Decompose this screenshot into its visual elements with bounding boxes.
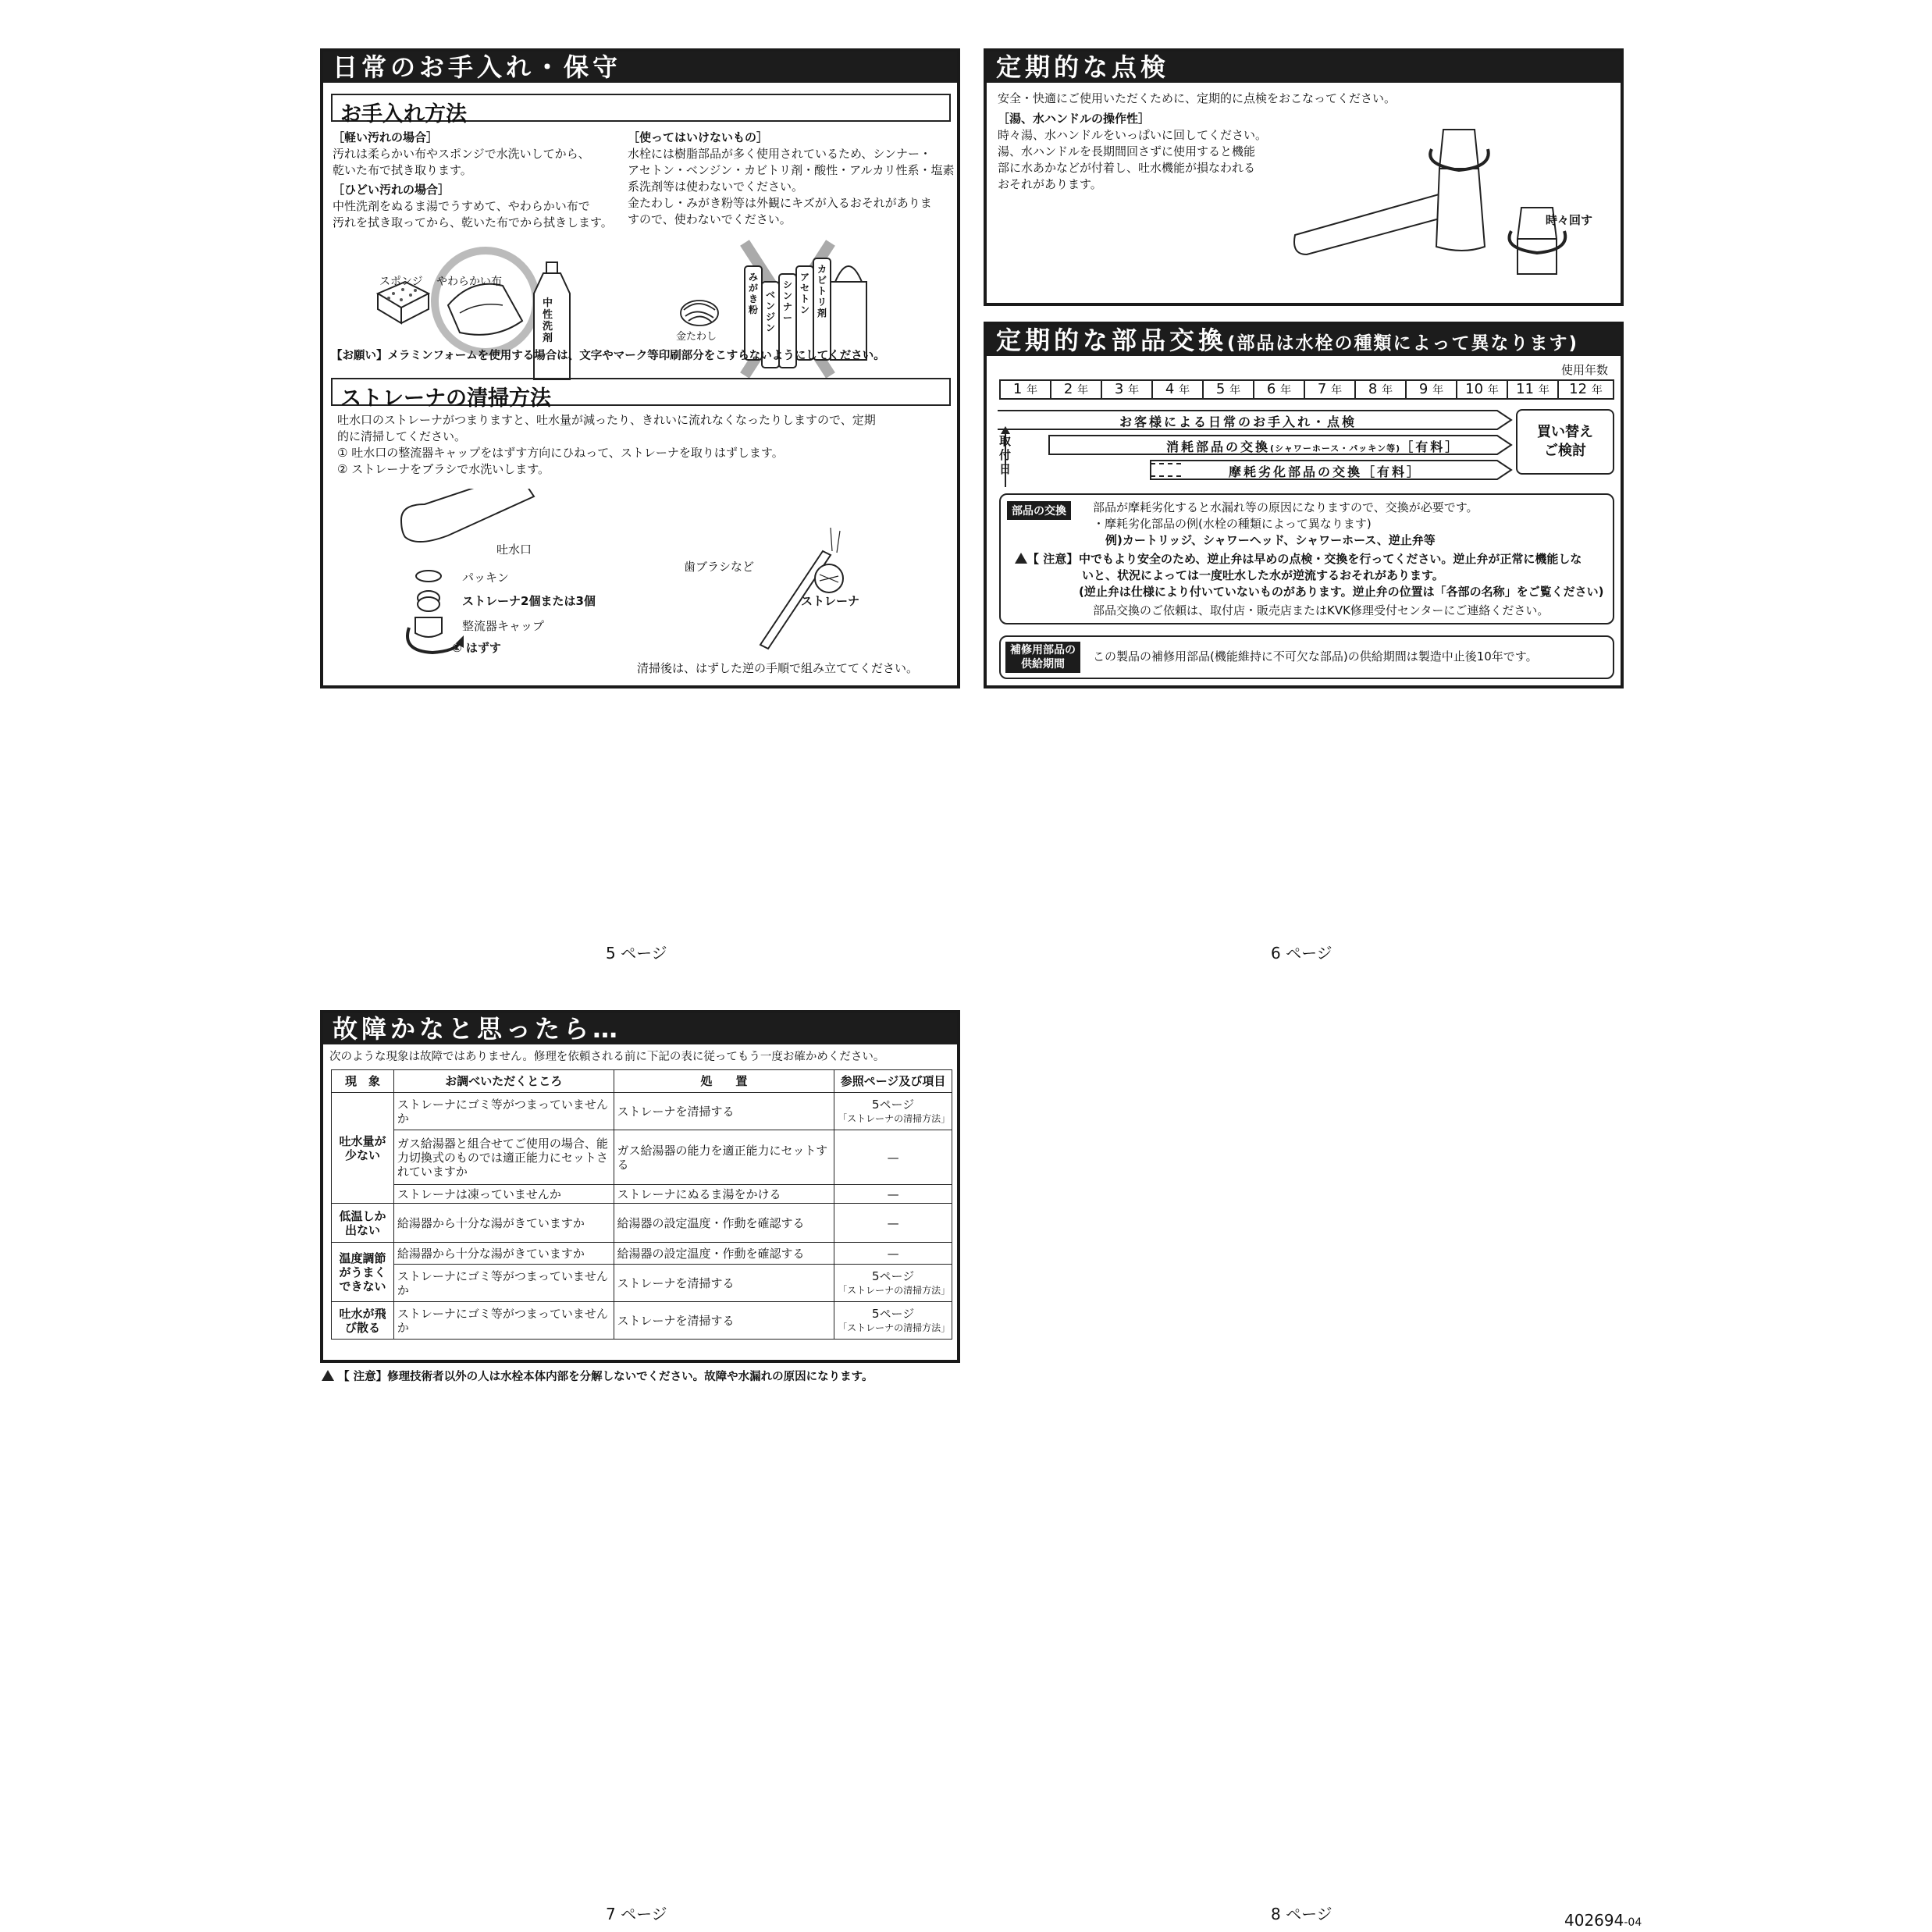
action-cell: ガス給湯器の能力を適正能力にセットする xyxy=(614,1130,834,1185)
label-polish-powder: みがき粉 xyxy=(749,272,759,315)
panel-parts-replacement xyxy=(984,322,1624,688)
label-turn-occasionally: 時々回す xyxy=(1546,213,1593,227)
year-cell: 11 年 xyxy=(1507,379,1559,400)
reference-cell: 5ページ 「ストレーナの清掃方法」 xyxy=(834,1265,952,1302)
action-cell: ストレーナを清掃する xyxy=(614,1265,834,1302)
year-cell: 2 年 xyxy=(1050,379,1102,400)
soft-cloth-icon xyxy=(435,251,536,352)
page-number: 7 ページ xyxy=(606,1905,667,1923)
bar-daily-care: お客様による日常のお手入れ・点検 xyxy=(1119,415,1357,429)
subsection-title-strainer: ストレーナの清掃方法 xyxy=(331,378,951,406)
faucet-handle-diagram xyxy=(1283,122,1580,301)
check-cell: ストレーナは凍っていませんか xyxy=(393,1185,614,1204)
troubleshooting-intro: 次のような現象は故障ではありません。修理を依頼される前に下記の表に従ってもう一度お確かめください。 xyxy=(329,1051,885,1063)
request-note: 【お願い】メラミンフォームを使用する場合は、文字やマーク等印刷部分をこすらないようにしてください。 xyxy=(331,350,885,362)
inspection-intro: 安全・快適にご使用いただくために、定期的に点検をおこなってください。 xyxy=(998,91,1397,105)
bar-worn-parts: 摩耗劣化部品の交換［有料］ xyxy=(1229,464,1422,479)
caution-text: 中でもより安全のため、逆止弁は早めの点検・交換を行ってください。逆止弁が正常に機能しな いと、状況によっては一度吐水した水が逆流するおそれがあります。 (逆止弁は仕様により付いていないものがあります。逆止弁の位置は「各部の名称」をご覧ください) xyxy=(1079,552,1604,599)
label-detergent: 中性洗剤 xyxy=(543,297,553,344)
year-cell: 12 年 xyxy=(1557,379,1614,400)
warning-triangle-icon xyxy=(1015,553,1027,564)
section-title: 故障かなと思ったら… xyxy=(323,1013,957,1044)
bar-consumable-parts: 消耗部品の交換(シャワーホース・パッキン等)［有料］ xyxy=(1166,439,1461,454)
check-cell: ストレーナにゴミ等がつまっていませんか xyxy=(393,1093,614,1130)
year-cell: 1 年 xyxy=(999,379,1051,400)
exchange-tag: 部品の交換 xyxy=(1007,501,1071,520)
column-header: 現 象 xyxy=(332,1070,394,1093)
parts-exchange-box xyxy=(999,493,1614,624)
label-spout: 吐水口 xyxy=(496,543,532,557)
check-cell: 給湯器から十分な湯がきていますか xyxy=(393,1204,614,1243)
column-header: 処 置 xyxy=(614,1070,834,1093)
caution-tag: 【 注意】 xyxy=(1015,551,1078,568)
bucket-icon xyxy=(831,266,866,360)
subsection-title: お手入れ方法 xyxy=(331,94,951,122)
reference-cell: — xyxy=(834,1243,952,1265)
warning-triangle-icon xyxy=(322,1370,334,1381)
column-header: お調べいただくところ xyxy=(393,1070,614,1093)
check-cell: ストレーナにゴミ等がつまっていませんか xyxy=(393,1302,614,1340)
check-cell: ガス給湯器と組合せてご使用の場合、能力切換式のものでは適正能力にセットされていますか xyxy=(393,1130,614,1185)
toothbrush-diagram xyxy=(745,520,870,653)
table-row xyxy=(332,1265,952,1302)
rectifier-cap-icon xyxy=(415,617,442,637)
replacement-box: 買い替え ご検討 xyxy=(1516,409,1614,475)
panel-troubleshooting xyxy=(320,1010,960,1363)
action-cell: 給湯器の設定温度・作動を確認する xyxy=(614,1243,834,1265)
table-row xyxy=(332,1093,952,1130)
label-thinner: シンナー xyxy=(783,279,793,323)
column-header: 参照ページ及び項目 xyxy=(834,1070,952,1093)
page-number: 6 ページ xyxy=(1271,944,1332,962)
page-number: 5 ページ xyxy=(606,944,667,962)
panel-inspection xyxy=(984,48,1624,306)
table-row xyxy=(332,1302,952,1340)
year-cell: 8 年 xyxy=(1354,379,1407,400)
repair-caution: 【 注意】修理技術者以外の人は水栓本体内部を分解しないでください。故障や水漏れの原因になります。 xyxy=(322,1368,873,1384)
packing-icon xyxy=(416,571,441,582)
table-header-row xyxy=(332,1070,952,1093)
label-acetone: アセトン xyxy=(800,272,810,315)
label-rectifier-cap: 整流器キャップ xyxy=(462,619,545,633)
reference-cell: 5ページ 「ストレーナの清掃方法」 xyxy=(834,1093,952,1130)
label-remove: ① はずす xyxy=(452,641,501,655)
document-code: 402694-04 xyxy=(1564,1911,1642,1930)
prohibited-text: ［使ってはいけないもの］ 水栓には樹脂部品が多く使用されているため、シンナー・ アセトン・ベンジン・カビトリ剤・酸性・アルカリ性系・塩素 系洗剤等は使わないでください。 金たわし・みがき粉等は外観にキズが入るおそれがありま すので、使わないでください。 xyxy=(628,130,955,226)
exchange-contact: 部品交換のご依頼は、取付店・販売店またはKVK修理受付センターにご連絡ください。 xyxy=(1093,603,1550,617)
section-title: 定期的な部品交換(部品は水栓の種類によって異なります) xyxy=(987,325,1621,356)
table-row xyxy=(332,1130,952,1185)
section-title: 日常のお手入れ・保守 xyxy=(323,52,957,83)
strainer-instructions: 吐水口のストレーナがつまりますと、吐水量が減ったり、きれいに流れなくなったりしますので、定期 的に清掃してください。 ① 吐水口の整流器キャップをはずす方向にひねって、ストレーナを取りはずします。 ② ストレーナをブラシで水洗いします。 xyxy=(337,413,876,476)
reference-cell: — xyxy=(834,1204,952,1243)
phenomenon-cell: 吐水量が少ない xyxy=(332,1093,394,1204)
year-cell: 7 年 xyxy=(1304,379,1356,400)
label-steel-wool: 金たわし xyxy=(676,331,717,343)
label-packing: パッキン xyxy=(462,571,509,585)
light-dirt-text: ［軽い汚れの場合］ 汚れは柔らかい布やスポンジで水洗いしてから、 乾いた布で拭き取ります。 ［ひどい汚れの場合］ 中性洗剤をぬるま湯でうすめて、やわらかい布で 汚れを拭き取ってから、乾いた布でから拭きします。 xyxy=(333,130,613,229)
exchange-text: 部品が摩耗劣化すると水漏れ等の原因になりますので、交換が必要です。 ・摩耗劣化部品の例(水栓の種類によって異なります) 例)カートリッジ、シャワーヘッド、シャワーホース、逆止弁等 xyxy=(1093,500,1478,547)
supply-period-box xyxy=(999,635,1614,679)
supply-text: この製品の補修用部品(機能維持に不可欠な部品)の供給期間は製造中止後10年です。 xyxy=(1093,649,1538,664)
reference-cell: — xyxy=(834,1130,952,1185)
year-cell: 4 年 xyxy=(1151,379,1204,400)
faucet-body-icon xyxy=(1294,192,1451,254)
label-soft-cloth: やわらかい布 xyxy=(436,276,502,288)
table-row xyxy=(332,1185,952,1204)
label-benzine: ベンジン xyxy=(766,290,776,333)
action-cell: 給湯器の設定温度・作動を確認する xyxy=(614,1204,834,1243)
action-cell: ストレーナを清掃する xyxy=(614,1093,834,1130)
spout-icon xyxy=(401,489,534,542)
year-cell: 6 年 xyxy=(1253,379,1305,400)
action-cell: ストレーナにぬるま湯をかける xyxy=(614,1185,834,1204)
section-title: 定期的な点検 xyxy=(987,52,1621,83)
year-cell: 5 年 xyxy=(1202,379,1254,400)
check-cell: 給湯器から十分な湯がきていますか xyxy=(393,1243,614,1265)
label-toothbrush: 歯ブラシなど xyxy=(684,560,755,574)
steel-wool-icon xyxy=(681,301,718,326)
troubleshooting-table xyxy=(331,1069,952,1340)
reference-cell: 5ページ 「ストレーナの清掃方法」 xyxy=(834,1302,952,1340)
handle-text: ［湯、水ハンドルの操作性］ 時々湯、水ハンドルをいっぱいに回してください。 湯、水ハンドルを長期間回さずに使用すると機能 部に水あかなどが付着し、吐水機能が損なわれる おそれがあります。 xyxy=(998,112,1268,191)
panel-daily-care xyxy=(320,48,960,688)
after-cleaning-note: 清掃後は、はずした逆の手順で組み立ててください。 xyxy=(637,661,919,675)
label-sponge: スポンジ xyxy=(379,276,423,288)
label-strainer: ストレーナ xyxy=(801,594,860,608)
supply-tag: 補修用部品の 供給期間 xyxy=(1005,642,1080,673)
year-cell: 10 年 xyxy=(1456,379,1508,400)
table-row xyxy=(332,1243,952,1265)
label-strainer-count: ストレーナ2個または3個 xyxy=(462,594,596,608)
check-cell: ストレーナにゴミ等がつまっていませんか xyxy=(393,1265,614,1302)
table-row xyxy=(332,1204,952,1243)
reference-cell: — xyxy=(834,1185,952,1204)
year-cell: 3 年 xyxy=(1101,379,1153,400)
year-cell: 9 年 xyxy=(1405,379,1457,400)
page-number: 8 ページ xyxy=(1271,1905,1332,1923)
label-install-date: 取付日 xyxy=(999,434,1012,476)
phenomenon-cell: 吐水が飛び散る xyxy=(332,1302,394,1340)
phenomenon-cell: 低温しか出ない xyxy=(332,1204,394,1243)
phenomenon-cell: 温度調節がうまくできない xyxy=(332,1243,394,1302)
handle-icon xyxy=(1439,130,1478,169)
label-mold-remover: カビトリ剤 xyxy=(817,264,827,318)
cleaning-tools-illustration xyxy=(370,239,596,395)
action-cell: ストレーナを清掃する xyxy=(614,1302,834,1340)
years-row xyxy=(999,379,1614,400)
years-label: 使用年数 xyxy=(1561,363,1609,377)
